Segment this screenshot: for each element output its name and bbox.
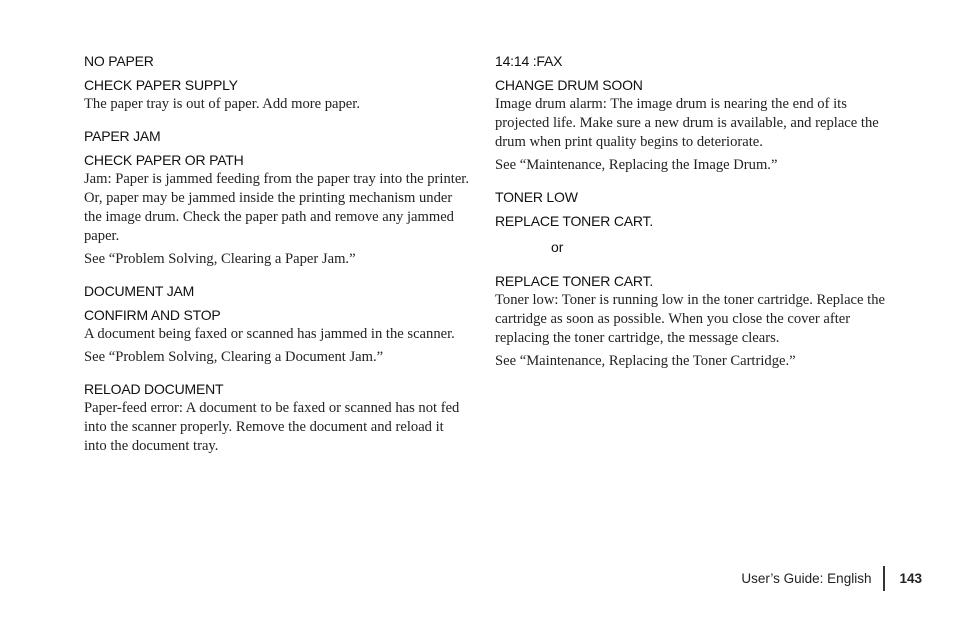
paper-jam-heading: PAPER JAM [84,128,161,144]
document-jam-see-text: See “Problem Solving, Clearing a Document Jam.” [84,349,384,365]
toner-low-see-text: See “Maintenance, Replacing the Toner Cartridge.” [495,353,796,369]
fax-time-heading: 14:14 :FAX [495,53,563,69]
change-drum-text: Image drum alarm: The image drum is nearing the end of its projected life. Make sure a new drum is available, and replace the drum when print quality begins to deteriorate. [495,96,879,150]
no-paper-text: The paper tray is out of paper. Add more paper. [84,96,360,112]
or-separator: or [551,239,564,255]
guide-label: User’s Guide: English [741,571,872,586]
reload-document-heading: RELOAD DOCUMENT [84,381,224,397]
change-drum-see-text: See “Maintenance, Replacing the Image Drum.” [495,157,778,173]
check-paper-path-heading: CHECK PAPER OR PATH [84,152,244,168]
replace-toner-heading: REPLACE TONER CART. [495,213,654,229]
confirm-and-stop-heading: CONFIRM AND STOP [84,307,221,323]
footer-divider [883,566,885,591]
replace-toner-heading-2: REPLACE TONER CART. [495,273,654,289]
reload-document-text: Paper-feed error: A document to be faxed or scanned has not fed into the scanner properly. Remove the document and reload it into the document tray. [84,400,460,454]
left-column [84,52,469,460]
toner-low-text: Toner low: Toner is running low in the toner cartridge. Replace the cartridge as soon as possible. When you close the cover after replacing the toner cartridge, the message clears. [495,292,885,346]
toner-low-heading: TONER LOW [495,189,578,205]
document-jam-text: A document being faxed or scanned has jammed in the scanner. [84,326,455,342]
paper-jam-text: Jam: Paper is jammed feeding from the paper tray into the printer. Or, paper may be jammed inside the printing mechanism under the image drum. Check the paper path and remove any jammed paper. [84,171,469,244]
change-drum-soon-heading: CHANGE DRUM SOON [495,77,643,93]
right-column [495,52,890,375]
check-paper-supply-heading: CHECK PAPER SUPPLY [84,77,238,93]
document-jam-heading: DOCUMENT JAM [84,283,195,299]
no-paper-heading: NO PAPER [84,53,154,69]
page-number: 143 [899,571,922,586]
paper-jam-see-text: See “Problem Solving, Clearing a Paper Jam.” [84,251,356,267]
page-footer [741,566,922,591]
